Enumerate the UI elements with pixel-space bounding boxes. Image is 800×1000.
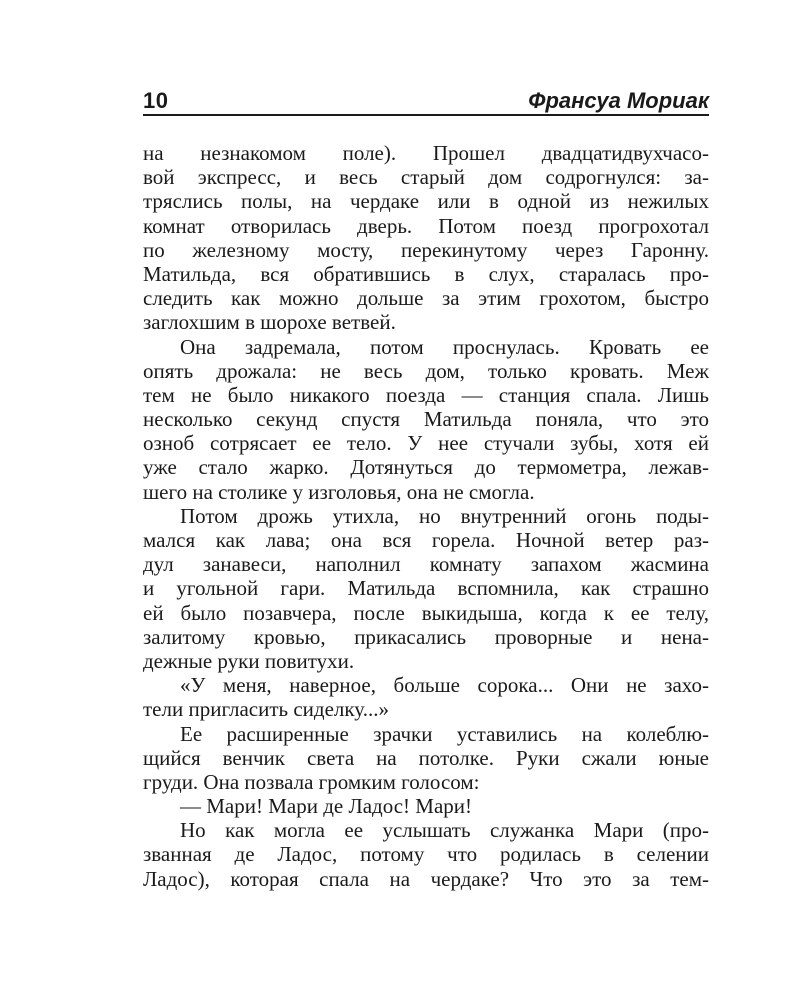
text-line: тели пригласить сиделку...» — [143, 697, 389, 722]
text-line: груди. Она позвала громким голосом: — [143, 769, 480, 794]
text-line: и угольной гари. Матильда вспомнила, как страшно — [143, 576, 709, 601]
body-text — [143, 141, 709, 891]
text-line: залитому кровью, прикасались проворные и нена- — [143, 624, 709, 649]
text-line: опять дрожала: не весь дом, только кровать. Меж — [143, 358, 709, 383]
text-line: уже стало жарко. Дотянуться до термометра, лежав- — [143, 455, 709, 480]
text-line: «У меня, наверное, больше сорока... Они не захо- — [180, 673, 709, 698]
running-head-author: Франсуа Мориак — [528, 88, 709, 113]
text-line: дежные руки повитухи. — [143, 648, 355, 673]
text-line: Ладос), которая спала на чердаке? Что это за тем- — [143, 866, 709, 891]
text-line: Она задремала, потом проснулась. Кровать ее — [180, 334, 709, 359]
text-line: комнат отворилась дверь. Потом поезд прогрохотал — [143, 213, 709, 238]
page-number: 10 — [143, 88, 169, 113]
text-line: Ее расширенные зрачки уставились на колеблю- — [180, 721, 709, 746]
text-line: — Мари! Мари де Ладос! Мари! — [180, 794, 473, 819]
text-line: Но как могла ее услышать служанка Мари (про- — [180, 818, 709, 843]
text-line: мался как лава; она вся горела. Ночной ветер раз- — [143, 528, 709, 552]
text-line: вой экспресс, и весь старый дом содрогнулся: за- — [143, 165, 709, 190]
text-line: званная де Ладос, потому что родилась в селении — [143, 842, 709, 867]
text-line: щийся венчик света на потолке. Руки сжали юные — [143, 745, 709, 770]
text-line: на незнакомом поле). Прошел двадцатидвухчасо- — [143, 141, 709, 165]
text-line: ей было позавчера, после выкидыша, когда к ее телу, — [143, 600, 709, 625]
text-line: по железному мосту, перекинутому через Гаронну. — [143, 237, 709, 262]
text-line: озноб сотрясает ее тело. У нее стучали зубы, хотя ей — [143, 431, 709, 456]
text-line: дул занавеси, наполнил комнату запахом жасмина — [143, 552, 709, 577]
text-line: несколько секунд спустя Матильда поняла, что это — [143, 407, 709, 432]
text-line: следить как можно дольше за этим грохотом, быстро — [143, 286, 709, 311]
text-line: шего на столике у изголовья, она не смогла. — [143, 479, 535, 504]
text-line: тем не было никакого поезда — станция спала. Лишь — [143, 382, 709, 407]
header-rule — [143, 114, 709, 116]
text-line: Матильда, вся обратившись в слух, старалась про- — [143, 261, 709, 286]
running-head — [143, 84, 709, 114]
text-line: Потом дрожь утихла, но внутренний огонь поды- — [180, 503, 709, 528]
text-line: тряслись полы, на чердаке или в одной из нежилых — [143, 189, 709, 214]
text-line: заглохшим в шорохе ветвей. — [143, 310, 396, 335]
